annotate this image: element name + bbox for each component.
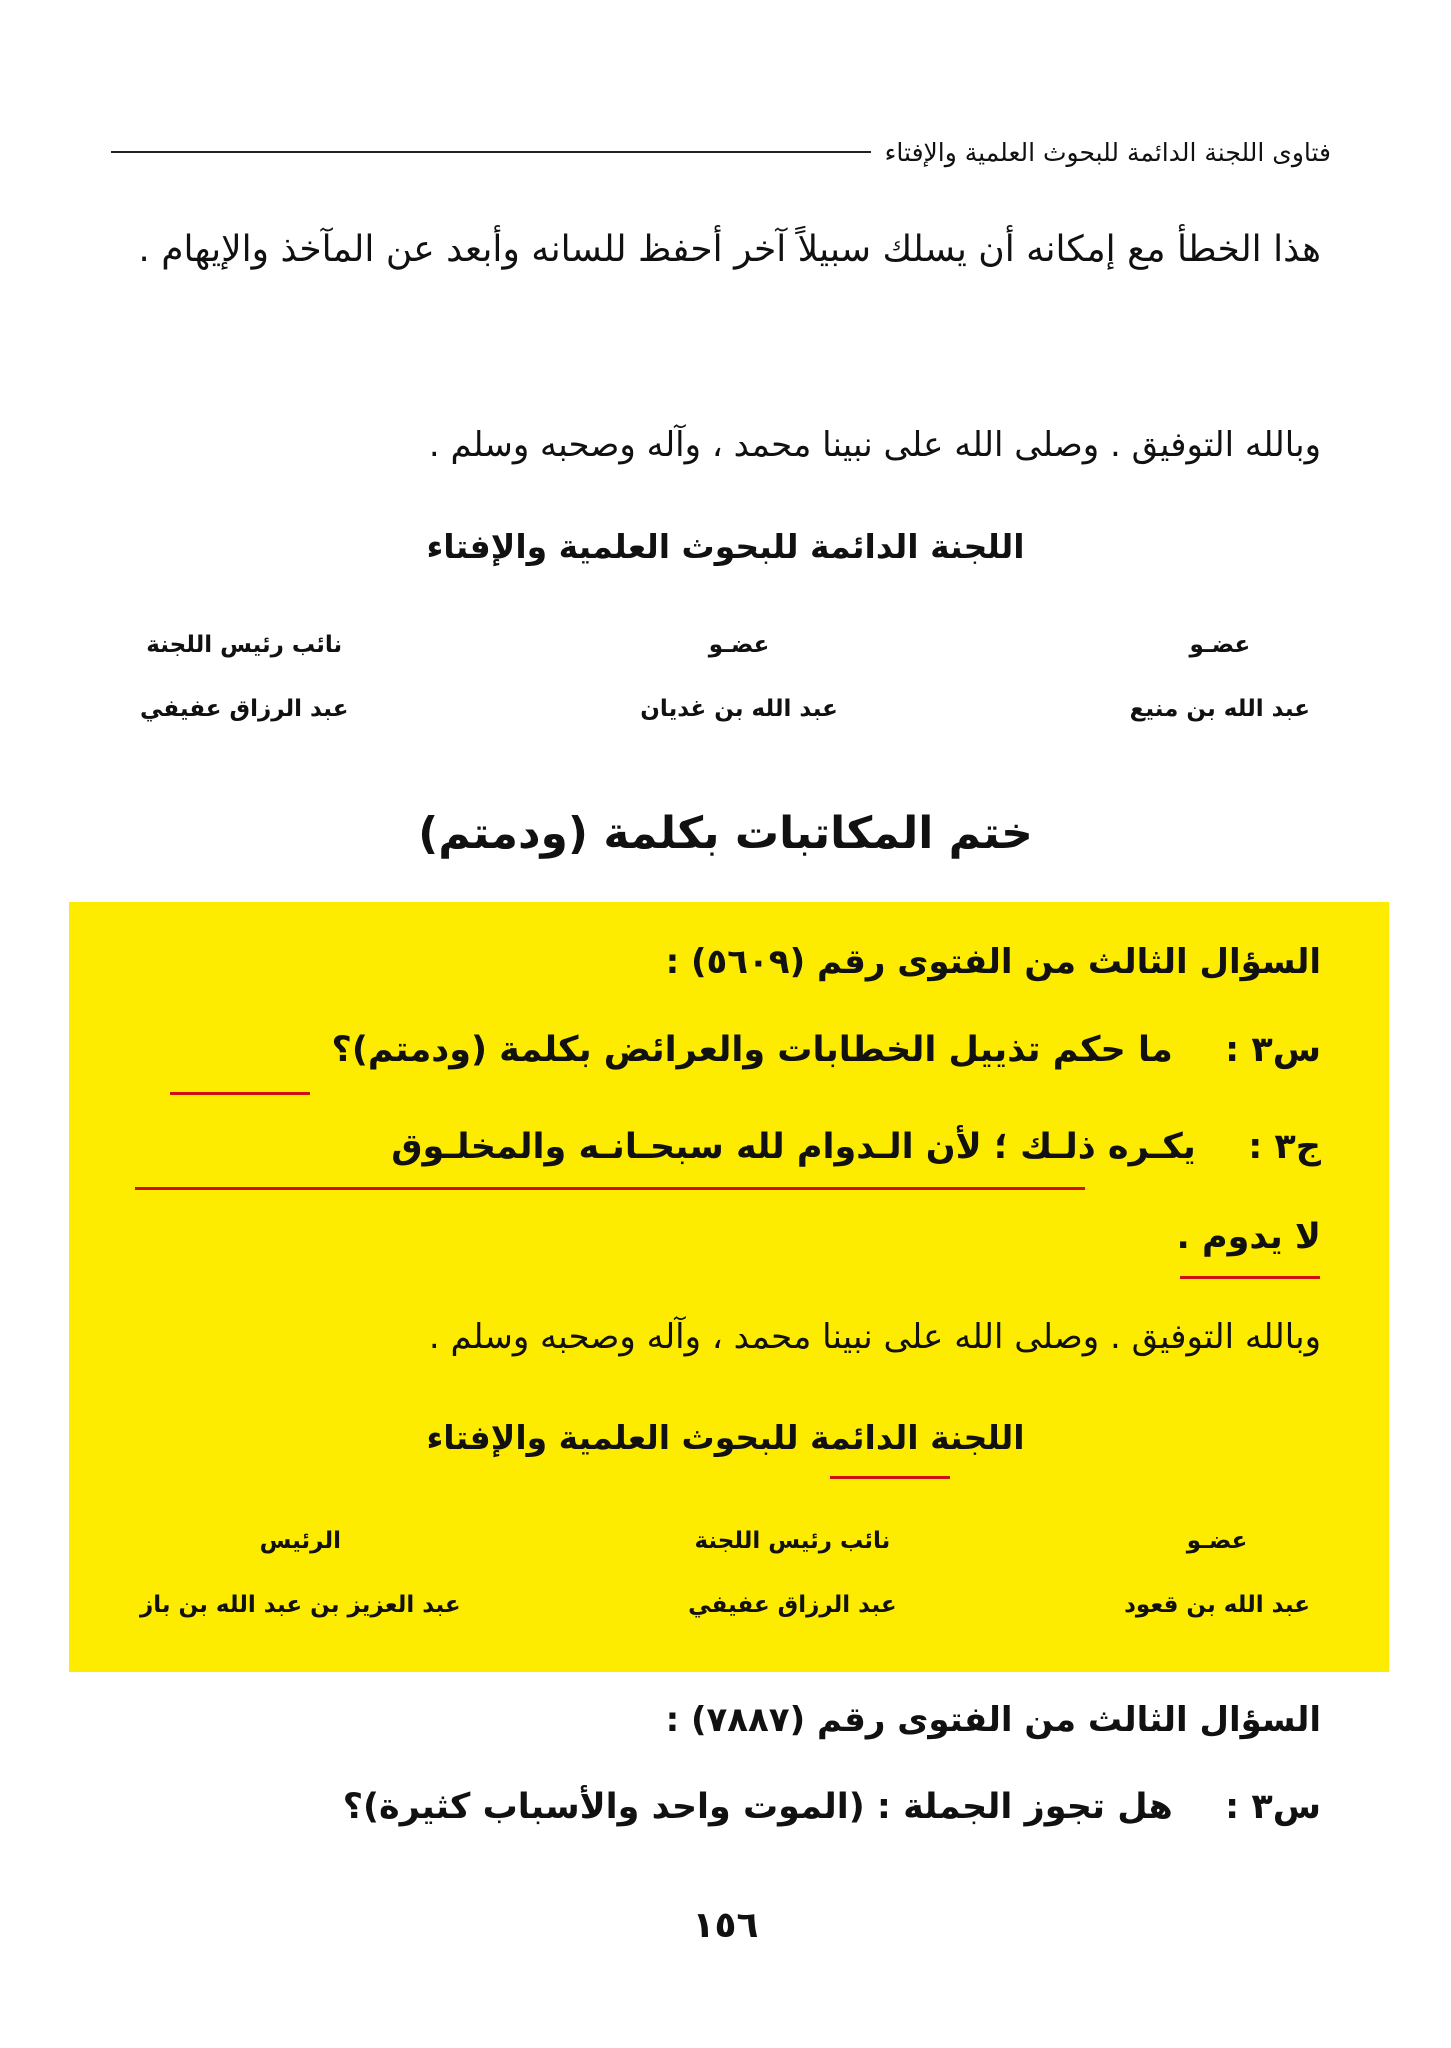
answer-line (121, 1127, 1321, 1167)
closing-prayer-2: وبالله التوفيق . وصلى الله على نبينا محمد ، وآله وصحبه وسلم . (428, 1317, 1321, 1357)
section-title: ختم المكاتبات بكلمة (ودمتم) (418, 808, 1033, 859)
answer-text: يكـره ذلـك ؛ لأن الـدوام لله سبحـانـه والمخلـوق (391, 1127, 1196, 1167)
running-header (111, 132, 1331, 172)
closing-prayer-1: وبالله التوفيق . وصلى الله على نبينا محمد ، وآله وصحبه وسلم . (428, 425, 1321, 465)
signature-member-a (1130, 632, 1310, 722)
underline-addaima (830, 1476, 950, 1479)
underline-la-yadum (1180, 1276, 1320, 1279)
signature-name: عبد الله بن قعود (1124, 1592, 1310, 1618)
header-title: فتاوى اللجنة الدائمة للبحوث العلمية والإفتاء (884, 137, 1331, 167)
answer-continuation: لا يدوم . (1176, 1217, 1321, 1257)
fatwa-heading-1: السؤال الثالث من الفتوى رقم (٥٦٠٩) : (665, 942, 1321, 982)
page-number: ١٥٦ (692, 1905, 759, 1946)
signature-member-c (1124, 1528, 1310, 1618)
signature-president (140, 1528, 461, 1618)
signature-role: نائب رئيس اللجنة (146, 632, 343, 658)
question-line (121, 1030, 1321, 1070)
underline-wadumtum (170, 1092, 310, 1095)
question-line-2 (121, 1787, 1321, 1827)
signature-role: الرئيس (259, 1528, 341, 1554)
top-paragraph: هذا الخطأ مع إمكانه أن يسلك سبيلاً آخر أحفظ للسانه وأبعد عن المآخذ والإيهام . (138, 229, 1321, 270)
committee-name-2: اللجنة الدائمة للبحوث العلمية والإفتاء (426, 1418, 1025, 1457)
committee-name-1: اللجنة الدائمة للبحوث العلمية والإفتاء (426, 527, 1025, 566)
question-label-2: س٣ : (1225, 1787, 1321, 1827)
signature-member-b (640, 632, 838, 722)
answer-label: ج٣ : (1248, 1127, 1321, 1167)
signature-name: عبد الله بن منيع (1129, 696, 1310, 722)
header-rule (111, 151, 871, 153)
signature-vice-president-2 (688, 1528, 896, 1618)
signature-name: عبد الرزاق عفيفي (688, 1592, 897, 1618)
question-label: س٣ : (1225, 1030, 1321, 1070)
signature-role: عضـو (708, 632, 770, 658)
signature-name: عبد الرزاق عفيفي (140, 696, 349, 722)
signature-vice-president (140, 632, 348, 722)
signature-role: عضـو (1189, 632, 1251, 658)
signature-role: عضـو (1186, 1528, 1248, 1554)
signature-role: نائب رئيس اللجنة (694, 1528, 891, 1554)
fatwa-heading-2: السؤال الثالث من الفتوى رقم (٧٨٨٧) : (665, 1700, 1321, 1740)
signature-name: عبد الله بن غديان (640, 696, 838, 722)
signature-row-1 (140, 632, 1310, 722)
question-text-2: هل تجوز الجملة : (الموت واحد والأسباب كثيرة)؟ (342, 1787, 1173, 1827)
signature-name: عبد العزيز بن عبد الله بن باز (140, 1592, 461, 1618)
question-text: ما حكم تذييل الخطابات والعرائض بكلمة (ودمتم)؟ (331, 1030, 1173, 1070)
signature-row-2 (140, 1528, 1310, 1618)
underline-answer (135, 1187, 1085, 1190)
